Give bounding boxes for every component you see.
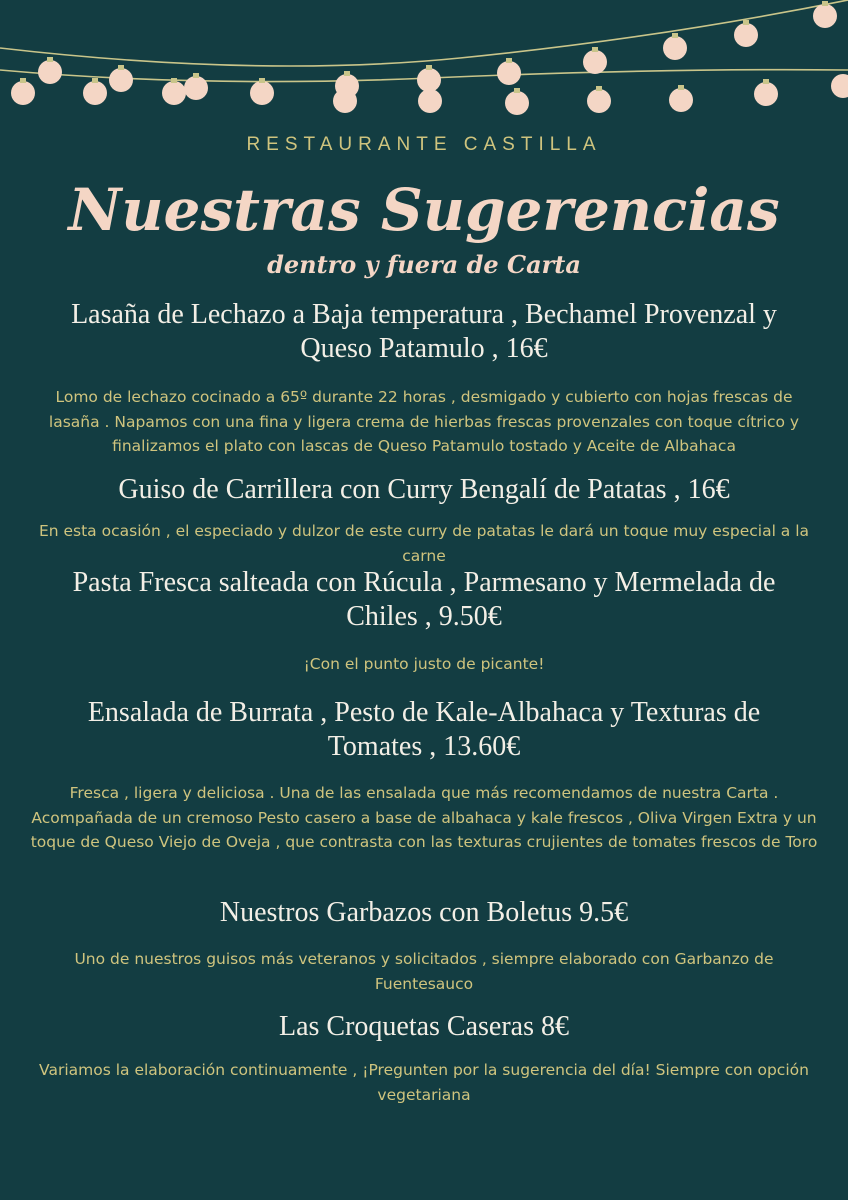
dish-description: En esta ocasión , el especiado y dulzor de este curry de patatas le dará un toque muy especial a la carne — [38, 522, 810, 565]
light-bulbs — [11, 4, 848, 115]
dish-description: Uno de nuestros guisos más veteranos y solicitados , siempre elaborado con Garbanzo de Fuentesauco — [74, 950, 774, 993]
dish-name: Las Croquetas Caseras 8€ — [278, 1011, 570, 1042]
dish-description: Fresca , ligera y deliciosa . Una de las ensalada que más recomendamos de nuestra Carta . Acompañada de un cremoso Pesto casero a base de albahaca y kale frescos , Oliva Virgen Extra y un toque de Queso Viejo de Oveja , que contrasta con las texturas crujientes de tomates frescos de Toro — [30, 784, 818, 851]
dish-description: Lomo de lechazo cocinado a 65º durante 22 horas , desmigado y cubierto con hojas frescas de lasaña . Napamos con una fina y ligera crema de hierbas frescas provenzales con toque cítrico y finalizamos el plato con lascas de Queso Patamulo tostado y Aceite de Albahaca — [48, 388, 800, 455]
dish-name: Pasta Fresca salteada con Rúcula , Parmesano y Mermelada de Chiles , 9.50€ — [72, 567, 776, 632]
dish-name: Guiso de Carrillera con Curry Bengalí de Patatas , 16€ — [118, 474, 730, 505]
dish-description: Variamos la elaboración continuamente , ¡Pregunten por la sugerencia del día! Siempre con opción vegetariana — [39, 1061, 809, 1104]
dish-name: Lasaña de Lechazo a Baja temperatura , Bechamel Provenzal y Queso Patamulo , 16€ — [71, 299, 777, 364]
dish-name: Nuestros Garbazos con Boletus 9.5€ — [219, 897, 629, 928]
page-title: Nuestras Sugerencias — [68, 176, 780, 244]
dish-description: ¡Con el punto justo de picante! — [303, 655, 545, 673]
dish-name: Ensalada de Burrata , Pesto de Kale-Albahaca y Texturas de Tomates , 13.60€ — [87, 697, 761, 762]
restaurant-name: RESTAURANTE CASTILLA — [246, 134, 602, 155]
string-lights-decoration — [0, 0, 848, 130]
page-subtitle: dentro y fuera de Carta — [267, 250, 581, 279]
